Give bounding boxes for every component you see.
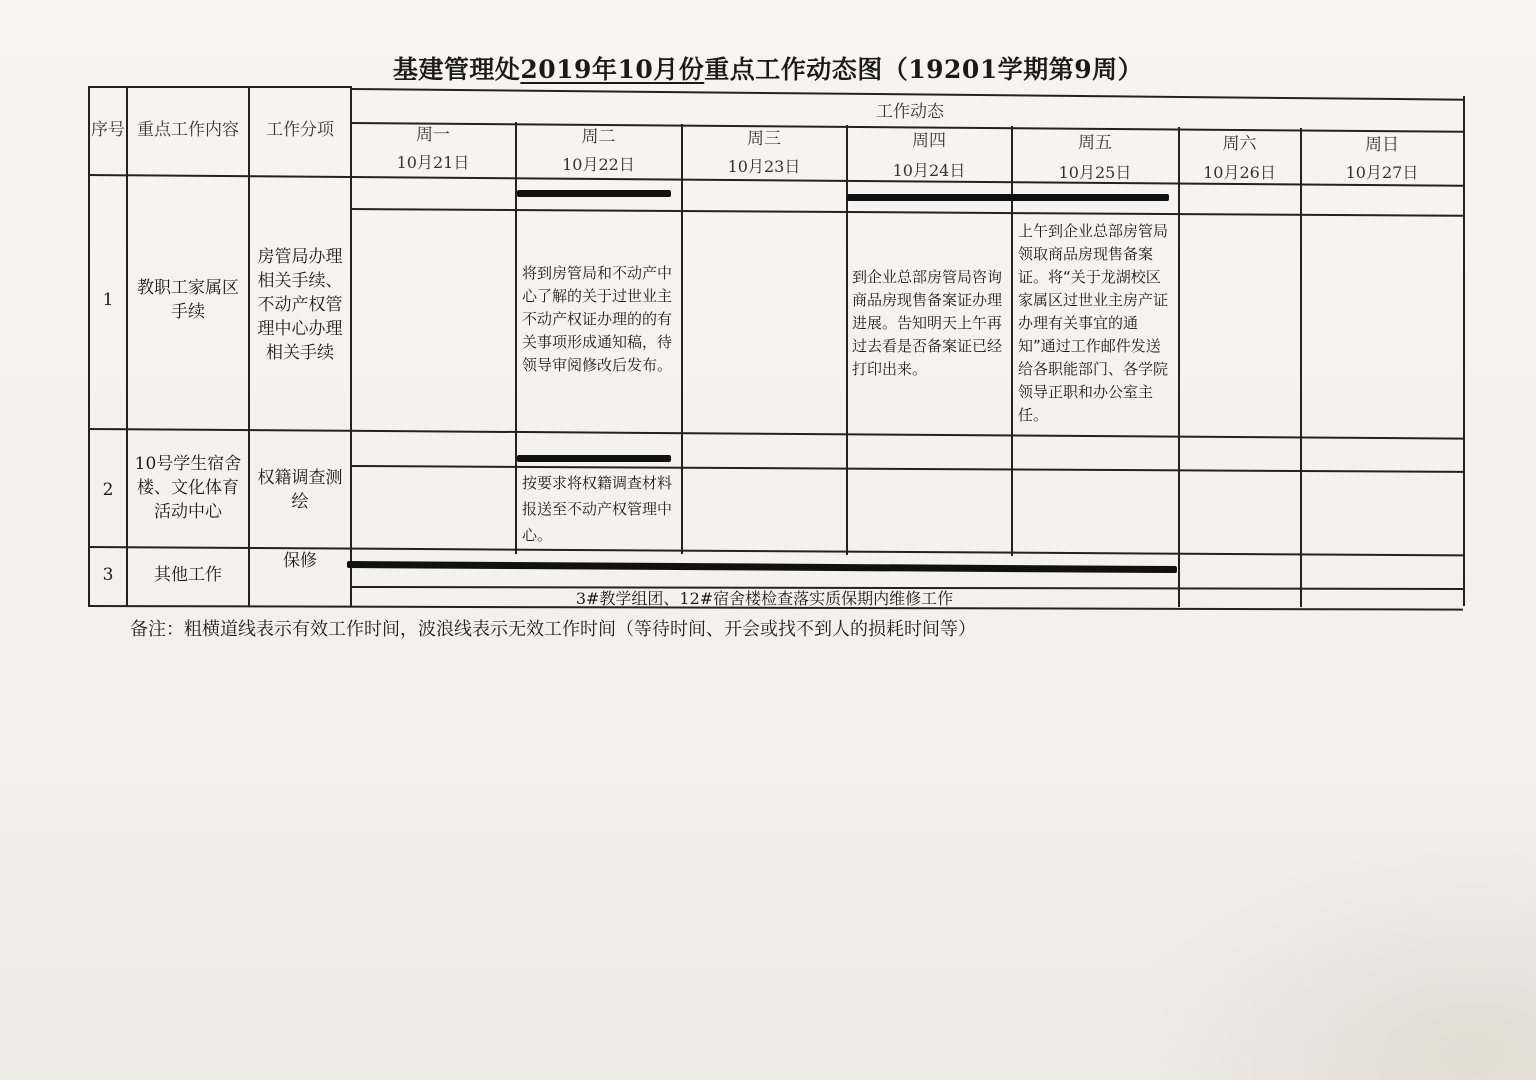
header-day-fri: 周五 bbox=[1078, 133, 1112, 153]
row1-content: 教职工家属区手续 bbox=[137, 278, 239, 322]
row1-subitem: 房管局办理相关手续、不动产权管理中心办理相关手续 bbox=[257, 247, 343, 363]
header-day-sat: 周六 bbox=[1222, 134, 1257, 154]
row1-fri-text: 上午到企业总部房管局领取商品房现售备案证。将“关于龙湖校区家属区过世业主房产证办理有关事宜的通知”通过工作邮件发送给各职能部门、各学院领导正职和办公室主任。 bbox=[1018, 222, 1169, 424]
header-day-wed: 周三 bbox=[747, 129, 781, 149]
header-day-mon: 周一 bbox=[416, 125, 450, 145]
effective-time-bar-row2-tue bbox=[517, 455, 671, 462]
row3-subitem: 保修 bbox=[283, 551, 317, 571]
header-date-tue: 10月22日 bbox=[562, 155, 635, 174]
header-seq: 序号 bbox=[91, 120, 125, 140]
row1-tue-text: 将到房管局和不动产中心了解的关于过世业主不动产权证办理的的有关事项形成通知稿，待领导审阅修改后发布。 bbox=[522, 264, 673, 374]
effective-time-bar-row1-thu-fri bbox=[847, 194, 1169, 201]
title-underlined: 2019年10月份 bbox=[520, 55, 705, 84]
header-date-fri: 10月25日 bbox=[1058, 163, 1132, 182]
header-date-thu: 10月24日 bbox=[892, 161, 966, 180]
header-content: 重点工作内容 bbox=[137, 120, 239, 140]
title-prefix: 基建管理处 bbox=[392, 55, 521, 84]
header-day-thu: 周四 bbox=[912, 131, 946, 151]
header-date-sat: 10月26日 bbox=[1203, 163, 1276, 182]
row1-thu-text: 到企业总部房管局咨询商品房现售备案证办理进展。告知明天上午再过去看是否备案证已经打印出来。 bbox=[852, 268, 1003, 378]
row3-span-text: 3#教学组团、12#宿舍楼检查落实质保期内维修工作 bbox=[575, 589, 954, 608]
header-date-sun: 10月27日 bbox=[1345, 163, 1419, 182]
effective-time-bar-row1-tue bbox=[517, 190, 671, 197]
row2-content: 10号学生宿舍楼、文化体育活动中心 bbox=[134, 454, 242, 522]
header-day-sun: 周日 bbox=[1365, 135, 1399, 155]
row3-seq: 3 bbox=[102, 565, 114, 585]
header-dynamics: 工作动态 bbox=[876, 102, 944, 122]
row3-content: 其他工作 bbox=[154, 565, 222, 585]
header-date-mon: 10月21日 bbox=[396, 153, 470, 172]
row2-subitem: 权籍调查测绘 bbox=[257, 468, 343, 512]
header-subitem: 工作分项 bbox=[266, 120, 334, 140]
footnote: 备注：粗横道线表示有效工作时间，波浪线表示无效工作时间（等待时间、开会或找不到人的损耗时间等） bbox=[130, 619, 976, 640]
row2-seq: 2 bbox=[102, 480, 114, 500]
header-day-tue: 周二 bbox=[581, 127, 616, 147]
header-date-wed: 10月23日 bbox=[727, 157, 801, 176]
title-suffix: 重点工作动态图（19201学期第9周） bbox=[704, 55, 1144, 84]
row2-tue-text: 按要求将权籍调查材料报送至不动产权管理中心。 bbox=[522, 474, 673, 544]
row1-seq: 1 bbox=[102, 290, 114, 310]
